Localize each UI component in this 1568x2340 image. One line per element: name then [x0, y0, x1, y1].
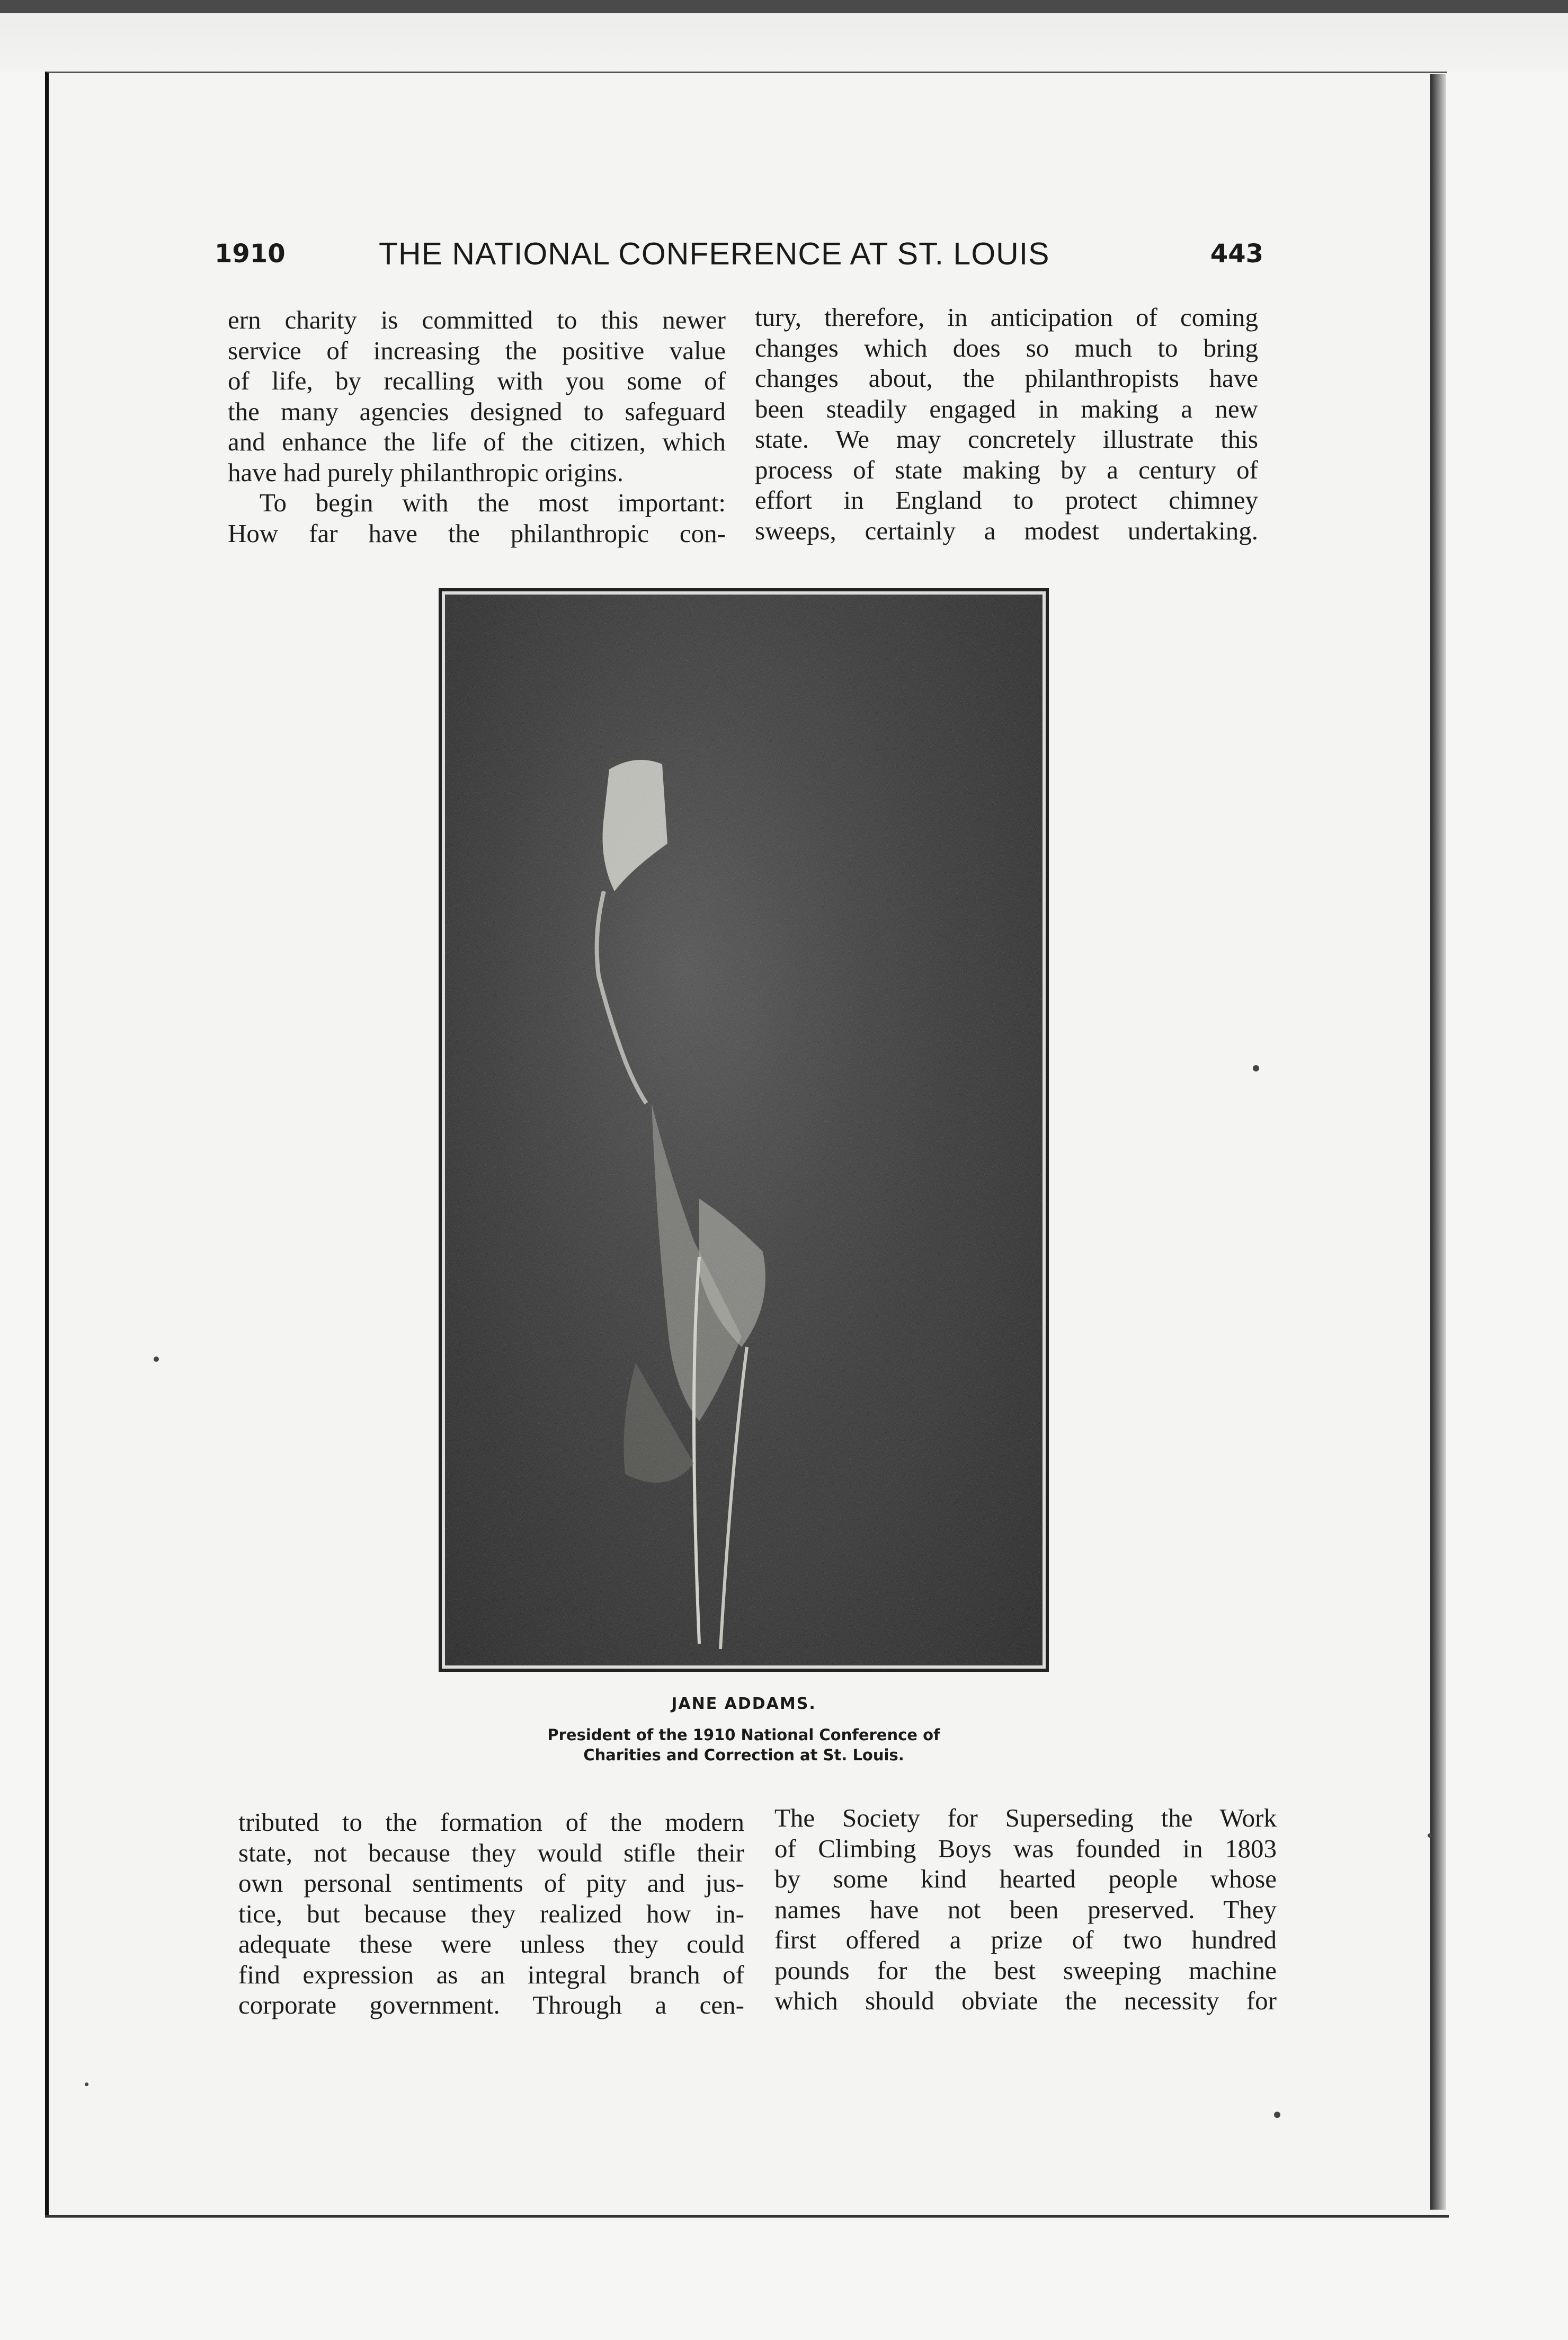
text-line: service of increasing the positive value	[228, 335, 726, 365]
text-line: been steadily engaged in making a new	[755, 394, 1258, 423]
text-line: process of state making by a century of	[755, 455, 1258, 484]
text-line: state, not because they would stifle their	[238, 1838, 744, 1867]
text-line: of Climbing Boys was founded in 1803	[774, 1833, 1277, 1863]
text-line: of life, by recalling with you some of	[228, 366, 726, 395]
page-number: 443	[1210, 239, 1263, 269]
page-bottom-edge	[45, 2215, 1449, 2218]
caption-line: President of the 1910 National Conference of	[547, 1726, 940, 1744]
portrait-photo-frame	[439, 588, 1049, 1672]
scan-speck	[85, 2082, 88, 2086]
text-line: The Society for Superseding the Work	[774, 1803, 1277, 1832]
scan-speck	[154, 1357, 159, 1362]
portrait-photo	[445, 595, 1043, 1665]
text-line: corporate government. Through a cen-	[238, 1990, 744, 2019]
page-edge-shadow	[1430, 74, 1446, 2210]
text-line: first offered a prize of two hundred	[774, 1925, 1277, 1954]
text-line: tice, but because they realized how in-	[238, 1899, 744, 1928]
text-line: ern charity is committed to this newer	[228, 305, 726, 334]
text-line: which should obviate the necessity for	[774, 1986, 1277, 2015]
text-line: names have not been preserved. They	[774, 1894, 1277, 1924]
text-line: state. We may concretely illustrate this	[755, 424, 1258, 454]
scan-speck	[1274, 2112, 1280, 2118]
text-line: pounds for the best sweeping machine	[774, 1955, 1277, 1985]
text-line: changes which does so much to bring	[755, 333, 1258, 362]
text-line: tributed to the formation of the modern	[238, 1807, 744, 1837]
text-line: by some kind hearted people whose	[774, 1864, 1277, 1893]
text-line: To begin with the most important:	[260, 488, 726, 517]
text-line: the many agencies designed to safeguard	[228, 396, 726, 426]
text-column-top-left	[228, 305, 726, 548]
text-line: own personal sentiments of pity and jus-	[238, 1868, 744, 1898]
text-line: How far have the philanthropic con-	[228, 518, 726, 548]
text-line: tury, therefore, in anticipation of coming	[755, 303, 1258, 332]
scan-top-band	[0, 13, 1568, 72]
portrait-silhouette	[445, 595, 1043, 1665]
scan-speck	[1253, 1065, 1259, 1071]
caption-line: Charities and Correction at St. Louis.	[583, 1746, 904, 1764]
scan-speck	[1428, 1833, 1432, 1838]
text-line: and enhance the life of the citizen, which	[228, 427, 726, 456]
text-line: sweeps, certainly a modest undertaking.	[755, 516, 1258, 545]
running-header	[215, 236, 1263, 278]
text-line: have had purely philanthropic origins.	[228, 457, 624, 487]
text-line: find expression as an integral branch of	[238, 1960, 744, 1989]
figure-caption	[439, 1695, 1049, 1765]
text-column-bottom-left	[238, 1807, 744, 2020]
text-line: effort in England to protect chimney	[755, 485, 1258, 515]
header-year: 1910	[215, 239, 286, 269]
header-title: THE NATIONAL CONFERENCE AT ST. LOUIS	[379, 236, 1050, 271]
text-line: adequate these were unless they could	[238, 1929, 744, 1958]
text-column-top-right	[755, 302, 1258, 546]
text-line: changes about, the philanthropists have	[755, 364, 1258, 393]
text-column-bottom-right	[774, 1803, 1277, 2016]
caption-name: JANE ADDAMS.	[671, 1695, 816, 1713]
